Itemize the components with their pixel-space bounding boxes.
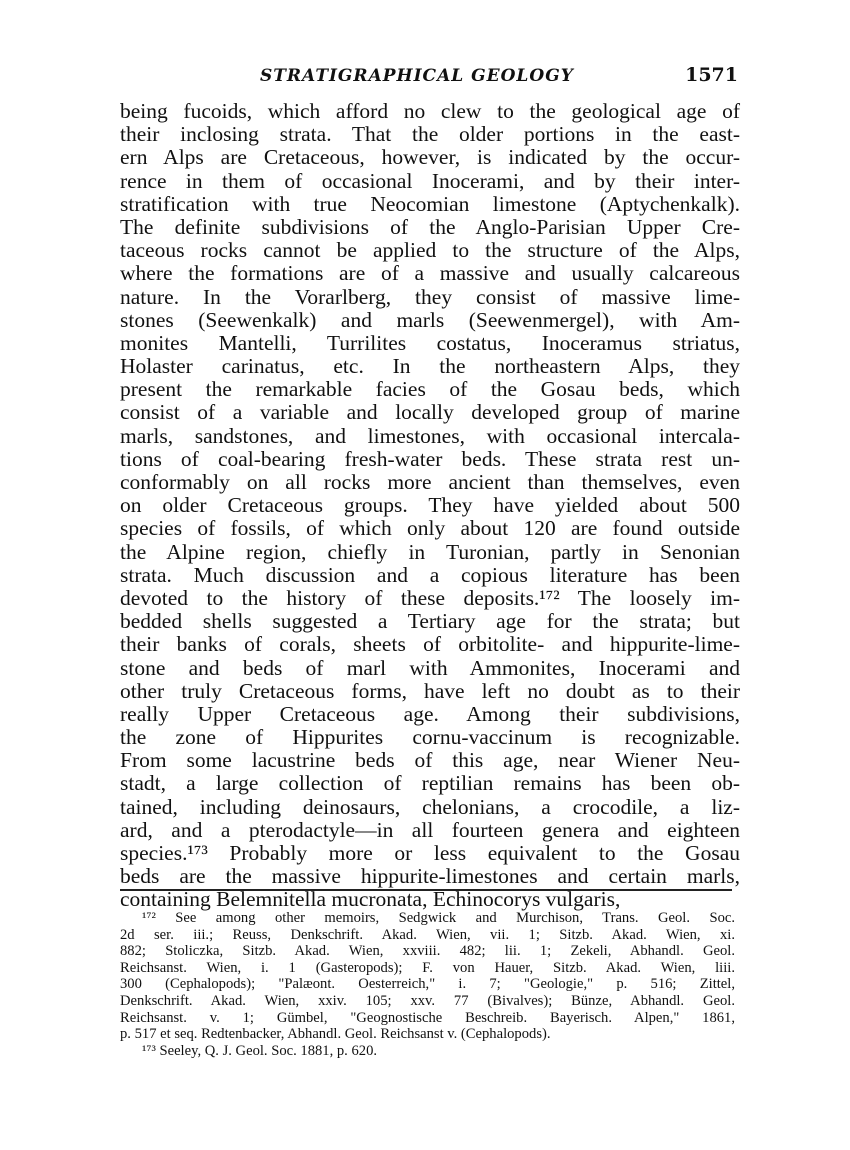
body-line: their inclosing strata. That the older portions in the east- <box>120 122 740 147</box>
body-line: their banks of corals, sheets of orbitolite- and hippurite-lime- <box>120 632 740 657</box>
footnote-line: 2d ser. iii.; Reuss, Denkschrift. Akad. Wien, vii. 1; Sitzb. Akad. Wien, xi. <box>120 926 735 943</box>
body-line: Holaster carinatus, etc. In the northeastern Alps, they <box>120 354 740 379</box>
body-line: being fucoids, which afford no clew to the geological age of <box>120 99 740 123</box>
page-header <box>120 64 738 88</box>
body-text <box>120 100 740 912</box>
body-line: strata. Much discussion and a copious literature has been <box>120 562 740 587</box>
body-line: stones (Seewenkalk) and marls (Seewenmergel), with Am- <box>120 307 740 332</box>
footnote-divider <box>120 889 732 891</box>
body-line: beds are the massive hippurite-limestones and certain marls, <box>120 864 740 889</box>
body-line: where the formations are of a massive and usually calcareous <box>120 261 740 286</box>
body-line: tions of coal-bearing fresh-water beds. These strata rest un- <box>120 446 740 471</box>
body-line: stratification with true Neocomian limestone (Aptychenkalk). <box>120 191 740 216</box>
footnote-line: ¹⁷³ Seeley, Q. J. Geol. Soc. 1881, p. 620. <box>142 1042 378 1059</box>
footnotes <box>120 910 735 1059</box>
body-line: the zone of Hippurites cornu-vaccinum is recognizable. <box>120 725 740 750</box>
running-title: STRATIGRAPHICAL GEOLOGY <box>260 66 574 86</box>
body-line: From some lacustrine beds of this age, near Wiener Neu- <box>120 748 740 773</box>
body-line: containing Belemnitella mucronata, Echinocorys vulgaris, <box>120 887 621 912</box>
body-line: nature. In the Vorarlberg, they consist of massive lime- <box>120 284 740 309</box>
body-line: ard, and a pterodactyle—in all fourteen genera and eighteen <box>120 817 740 842</box>
body-line: species of fossils, of which only about 120 are found outside <box>120 516 740 541</box>
body-line: the Alpine region, chiefly in Turonian, partly in Senonian <box>120 539 740 564</box>
body-line: conformably on all rocks more ancient than themselves, even <box>120 470 740 494</box>
body-line: present the remarkable facies of the Gosau beds, which <box>120 377 740 402</box>
body-line: really Upper Cretaceous age. Among their subdivisions, <box>120 701 740 726</box>
body-line: rence in them of occasional Inocerami, and by their inter- <box>120 168 740 193</box>
body-line: consist of a variable and locally developed group of marine <box>120 400 740 425</box>
footnote-line: p. 517 et seq. Redtenbacker, Abhandl. Geol. Reichsanst v. (Cephalopods). <box>120 1026 551 1043</box>
footnote-line: Reichsanst. Wien, i. 1 (Gasteropods); F. von Hauer, Sitzb. Akad. Wien, liii. <box>120 959 735 976</box>
body-line: tained, including deinosaurs, chelonians, a crocodile, a liz- <box>120 794 740 819</box>
footnote-line: 300 (Cephalopods); "Palæont. Oesterreich," i. 7; "Geologie," p. 516; Zittel, <box>120 976 735 993</box>
body-line: other truly Cretaceous forms, have left no doubt as to their <box>120 678 740 703</box>
footnote-line: Denkschrift. Akad. Wien, xxiv. 105; xxv. 77 (Bivalves); Bünze, Abhandl. Geol. <box>120 992 735 1009</box>
body-line: bedded shells suggested a Tertiary age for the strata; but <box>120 609 740 634</box>
page-number: 1571 <box>685 64 738 86</box>
body-line: marls, sandstones, and limestones, with occasional intercala- <box>120 423 740 448</box>
body-line: on older Cretaceous groups. They have yielded about 500 <box>120 493 740 518</box>
footnote-line: 882; Stoliczka, Sitzb. Akad. Wien, xxviii. 482; lii. 1; Zekeli, Abhandl. Geol. <box>120 943 735 960</box>
footnote-line: ¹⁷² See among other memoirs, Sedgwick and Murchison, Trans. Geol. Soc. <box>142 910 735 926</box>
body-line: stadt, a large collection of reptilian remains has been ob- <box>120 771 740 796</box>
body-line: stone and beds of marl with Ammonites, Inocerami and <box>120 655 740 680</box>
body-line: ern Alps are Cretaceous, however, is indicated by the occur- <box>120 145 740 170</box>
body-line: devoted to the history of these deposits.¹⁷² The loosely im- <box>120 585 740 610</box>
body-line: species.¹⁷³ Probably more or less equivalent to the Gosau <box>120 841 740 865</box>
footnote-line: Reichsanst. v. 1; Gümbel, "Geognostische Beschreib. Bayerisch. Alpen," 1861, <box>120 1009 735 1026</box>
body-line: monites Mantelli, Turrilites costatus, Inoceramus striatus, <box>120 330 740 355</box>
body-line: taceous rocks cannot be applied to the structure of the Alps, <box>120 238 740 263</box>
body-line: The definite subdivisions of the Anglo-Parisian Upper Cre- <box>120 214 740 239</box>
